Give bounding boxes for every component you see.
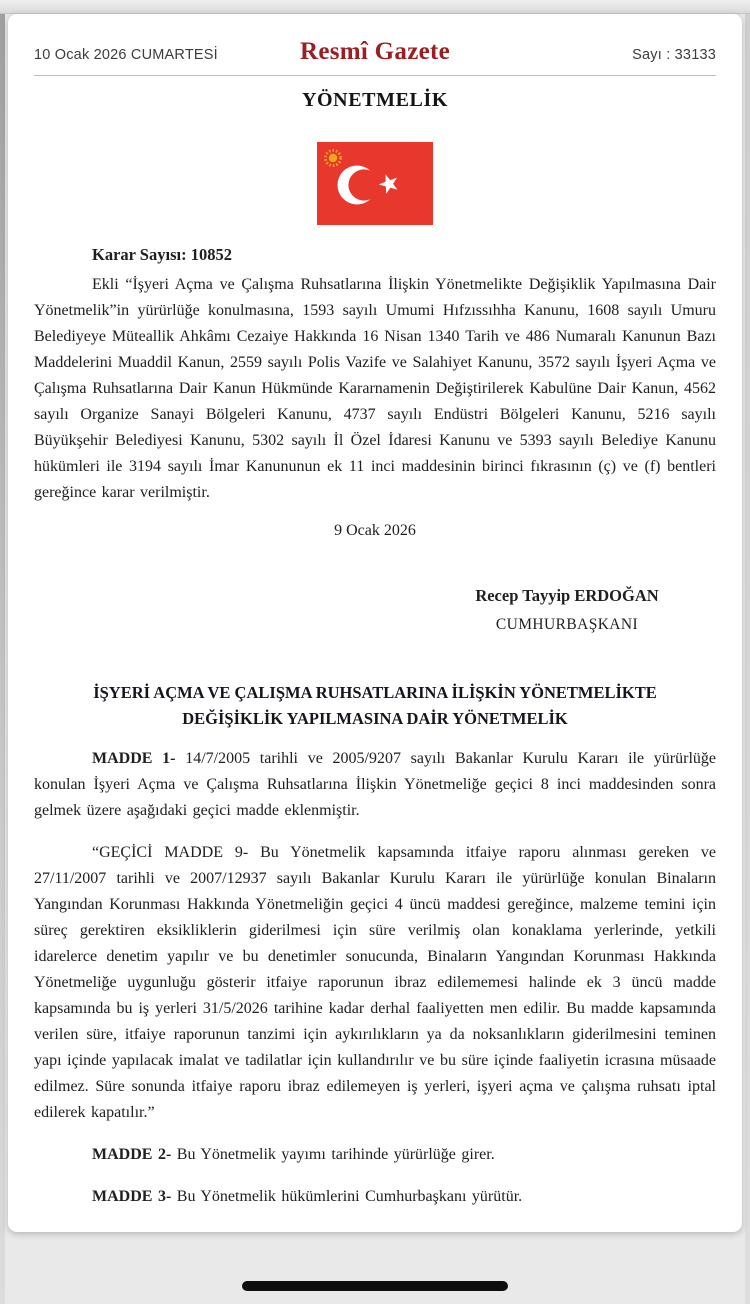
article-1-text: 14/7/2005 tarihli ve 2005/9207 sayılı Bakanlar Kurulu Kararı ile yürürlüğe konulan İşyeri Açma ve Çalışma Ruhsatlarına İlişkin Yönetmeliğe geçici 8 inci maddesinden sonra gelmek üzere aşağıdaki geçici madde eklenmiştir.	[34, 750, 717, 819]
temporary-article-9: “GEÇİCİ MADDE 9- Bu Yönetmelik kapsamında itfaiye raporu alınması gereken ve 27/11/2007 tarihli ve 2007/12937 sayılı Bakanlar Kurulu Kararı ile yürürlüğe konulan Binaların Yangından Korunması Hakkında Yönetmeliğin geçici 4 üncü maddesi gereğince, malzeme temini için süreç gerektiren eksikliklerin giderilmesi için süre verilmiş olan konaklama yerlerinde, yetkili idarelerce denetim yapılır ve bu denetimler sonucunda, Binaların Yangından Korunması Hakkında Yönetmeliğe uygunluğu gösterir itfaiye raporunun ibraz edilememesi halinde ek 3 üncü madde kapsamında bu iş yerleri 31/5/2026 tarihine kadar derhal faaliyetten men edilir. Bu madde kapsamında verilen süre, itfaiye raporunun tanzimi için aykırılıkların ya da noksanlıkların giderilmesini teminen yapı içinde yapılacak imalat ve tadilatlar için kullandırılır ve bu süre içinde faaliyetin icrasına müsaade edilmez. Süre sonunda itfaiye raporu ibraz edilemeyen iş yerleri, işyeri açma ve çalışma ruhsatı iptal edilerek kapatılır.”	[34, 844, 716, 1121]
article-2-text: Bu Yönetmelik yayımı tarihinde yürürlüğe girer.	[171, 1146, 495, 1163]
document-page	[8, 14, 742, 1232]
signature-name: Recep Tayyip ERDOĞAN	[475, 586, 659, 605]
article-1-label: MADDE 1-	[92, 750, 176, 767]
article-3-label: MADDE 3-	[92, 1188, 172, 1205]
regulation-title-line2: DEĞİŞİKLİK YAPILMASINA DAİR YÖNETMELİK	[182, 709, 568, 728]
decree-number: Karar Sayısı: 10852	[92, 245, 232, 264]
decree-body-paragraph: Ekli “İşyeri Açma ve Çalışma Ruhsatlarına İlişkin Yönetmelikte Değişiklik Yapılmasına Dair Yönetmelik”in yürürlüğe konulmasına, 1593 sayılı Umumi Hıfzıssıhha Kanunu, 1608 sayılı Umuru Belediyeye Müteallik Ahkâmı Cezaiye Hakkında 16 Nisan 1340 Tarih ve 486 Numaralı Kanunun Bazı Maddelerini Muaddil Kanun, 2559 sayılı Polis Vazife ve Salahiyet Kanunu, 3572 sayılı İşyeri Açma ve Çalışma Ruhsatlarına Dair Kanun Hükmünde Kararnamenin Değiştirilerek Kabulüne Dair Kanun, 4562 sayılı Organize Sanayi Bölgeleri Kanunu, 4737 sayılı Endüstri Bölgeleri Kanunu, 5216 sayılı Büyükşehir Belediyesi Kanunu, 5302 sayılı İl Özel İdaresi Kanunu ve 5393 sayılı Belediye Kanunu hükümleri ile 3194 sayılı İmar Kanununun ek 11 inci maddesinin birinci fıkrasının (ç) ve (f) bentleri gereğince karar verilmiştir.	[34, 276, 716, 501]
gazette-date: 10 Ocak 2026 CUMARTESİ	[34, 47, 218, 63]
signature-block	[422, 586, 712, 634]
gazette-masthead	[34, 38, 716, 66]
turkish-presidential-flag-icon	[317, 142, 433, 225]
home-indicator[interactable]	[242, 1281, 508, 1291]
signature-title: CUMHURBAŞKANI	[495, 616, 639, 633]
article-2	[34, 1142, 716, 1168]
screen-left-edge	[0, 0, 5, 1304]
decree-date: 9 Ocak 2026	[334, 522, 416, 539]
masthead-divider	[34, 75, 716, 76]
section-heading: YÖNETMELİK	[301, 89, 449, 111]
regulation-title-line1: İŞYERİ AÇMA VE ÇALIŞMA RUHSATLARINA İLİŞKİN YÖNETMELİKTE	[93, 683, 657, 702]
gazette-title: Resmî Gazete	[299, 38, 451, 65]
regulation-title	[34, 680, 716, 732]
screen-right-edge	[745, 0, 750, 1304]
top-bezel-strip	[0, 0, 750, 14]
article-1	[34, 746, 716, 824]
gazette-issue-number: Sayı : 33133	[632, 47, 716, 63]
article-3-text: Bu Yönetmelik hükümlerini Cumhurbaşkanı yürütür.	[171, 1188, 523, 1205]
article-3	[34, 1184, 716, 1210]
article-2-label: MADDE 2-	[92, 1146, 172, 1163]
